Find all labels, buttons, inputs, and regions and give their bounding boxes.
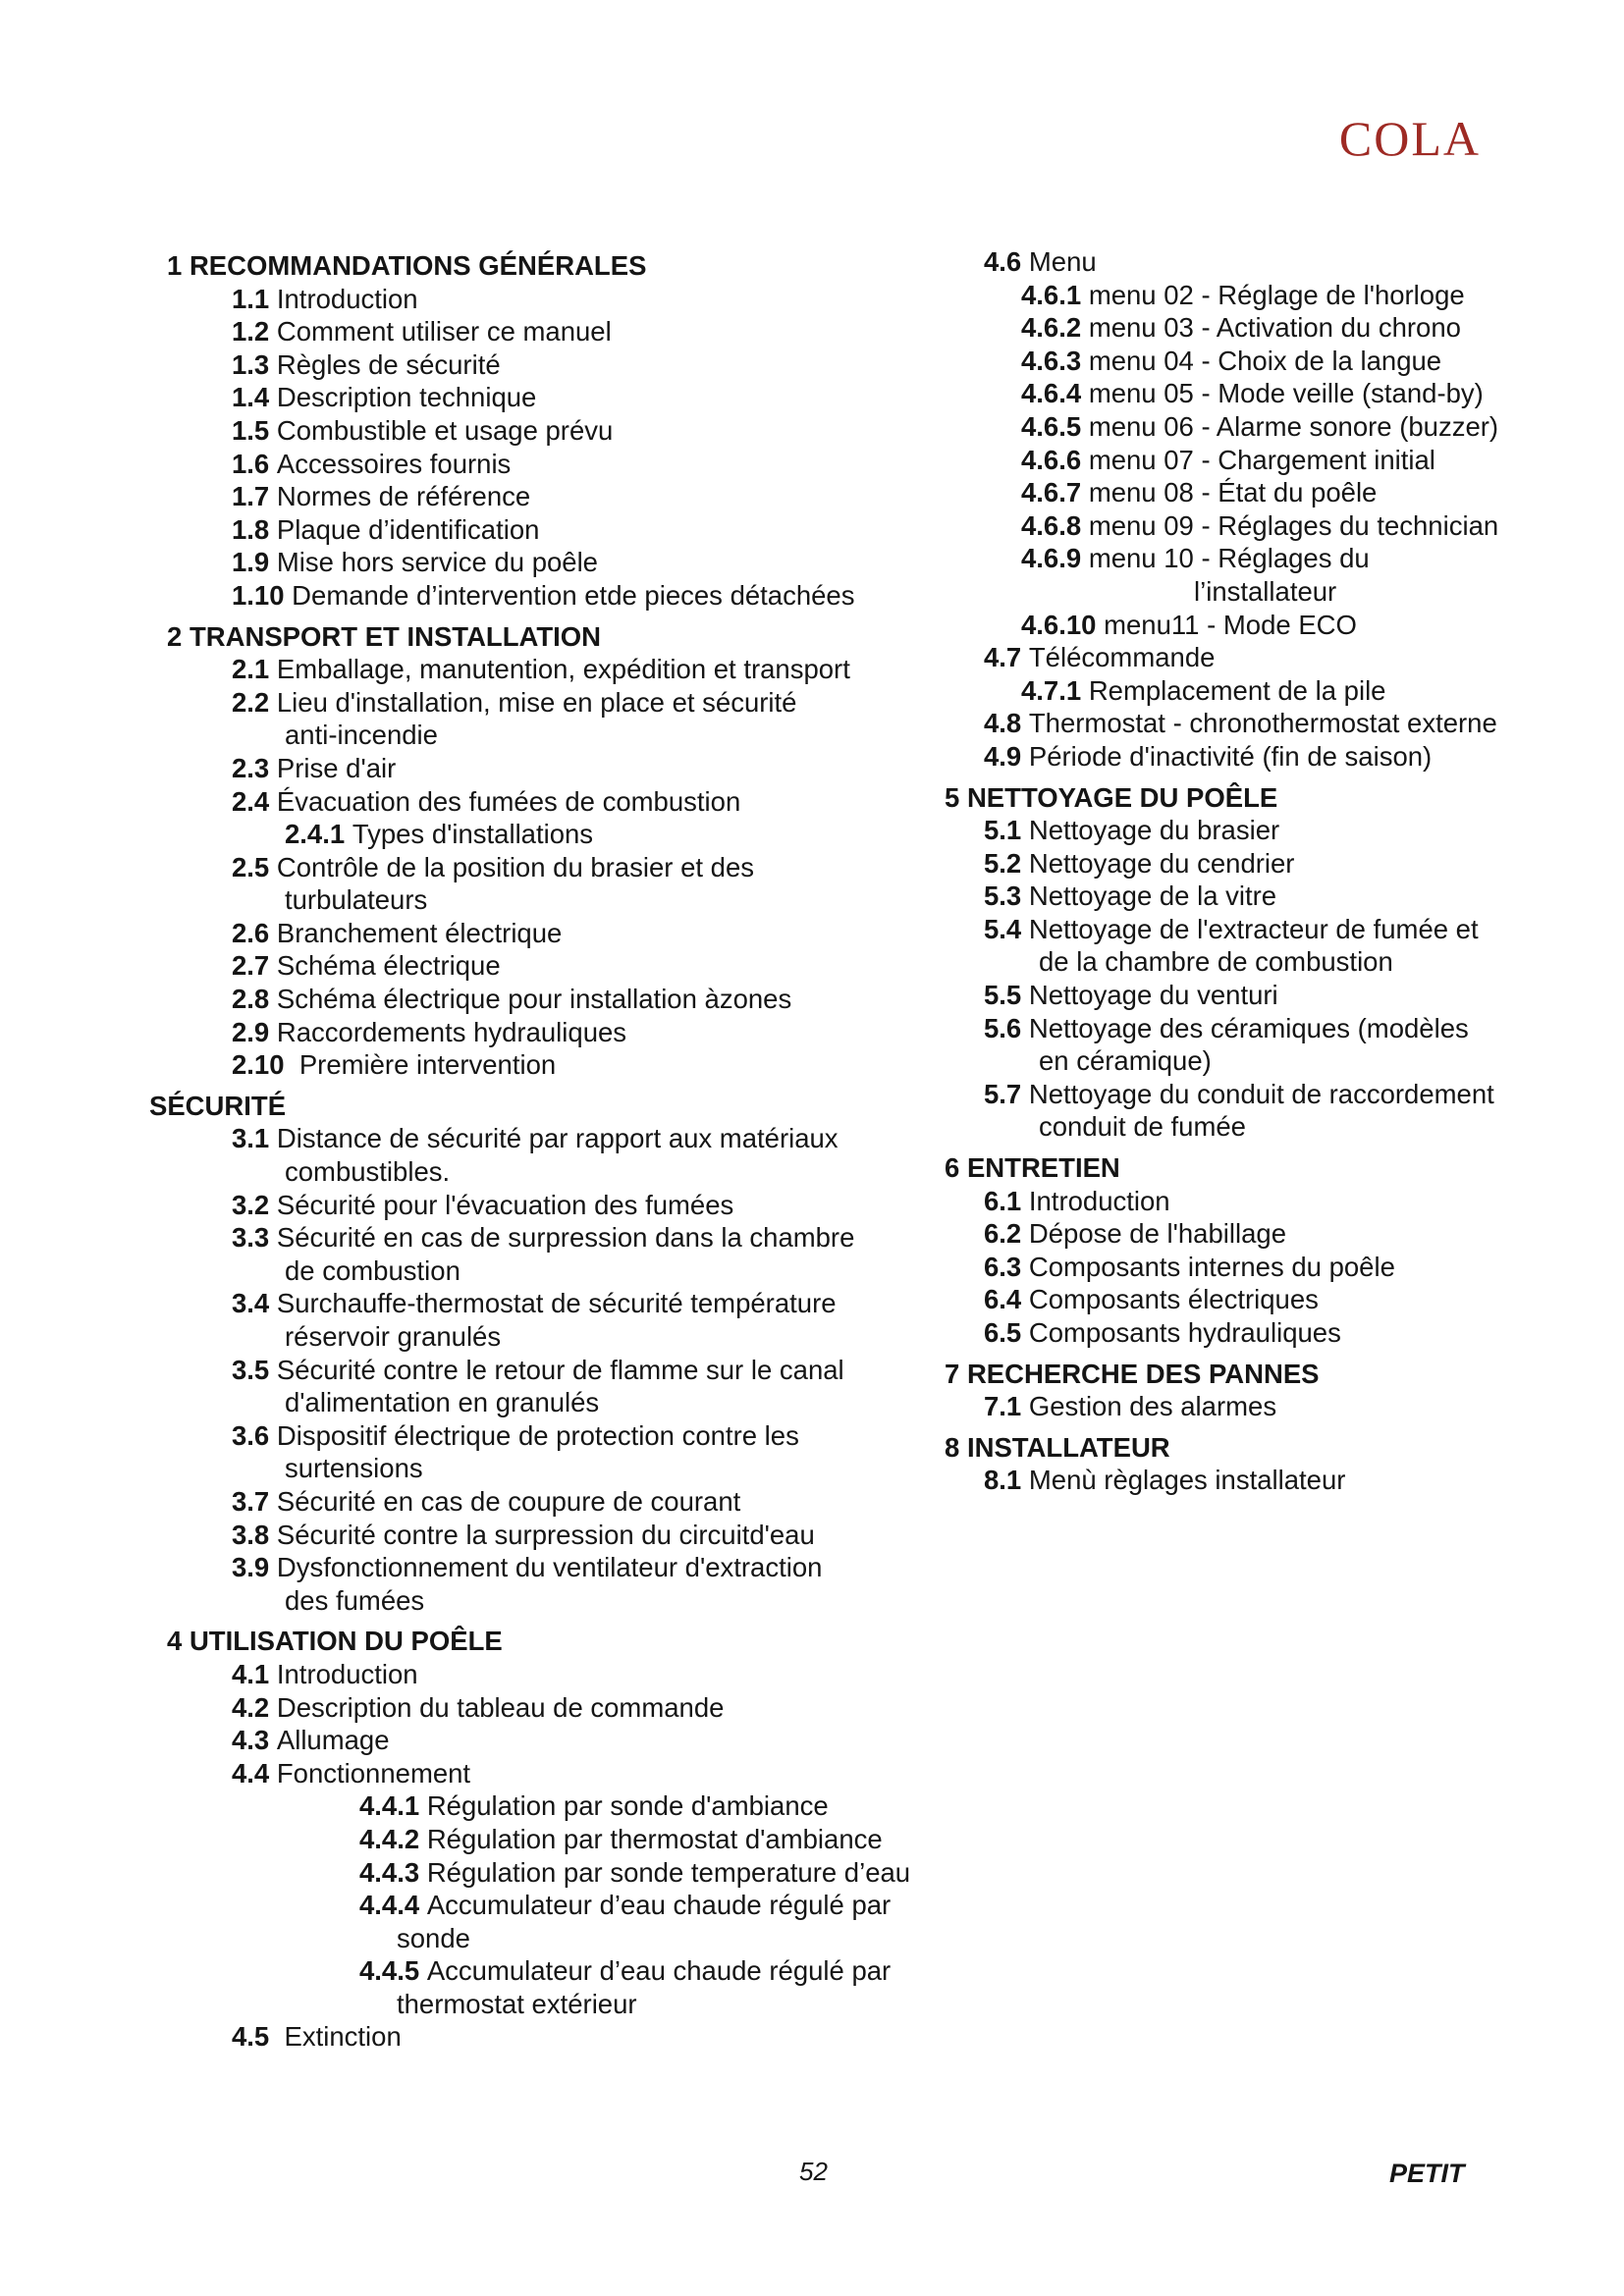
toc-entry-title: Accumulateur d’eau chaude régulé par: [426, 1890, 892, 1921]
toc-entry-title: combustibles.: [285, 1156, 451, 1188]
toc-entry-title: Thermostat - chronothermostat externe: [1028, 708, 1497, 739]
toc-entry: [149, 381, 925, 414]
toc-entry-title: Sécurité en cas de coupure de courant: [276, 1485, 741, 1517]
toc-entry-title: Accessoires fournis: [276, 448, 512, 479]
toc-entry-title: Nettoyage du venturi: [1028, 980, 1278, 1011]
toc-entry-number: 3.5: [232, 1354, 270, 1385]
toc-entry-number: 4.3: [232, 1725, 270, 1756]
toc-entry: [149, 283, 925, 316]
toc-entry-number: 3.8: [232, 1519, 270, 1550]
toc-entry-title: RECOMMANDATIONS GÉNÉRALES: [189, 250, 647, 281]
toc-entry-title: Dysfonctionnement du ventilateur d'extraction: [276, 1552, 823, 1583]
toc-entry: [945, 1012, 1553, 1045]
toc-entry-title: anti-incendie: [285, 720, 438, 751]
toc-entry-title: menu11 - Mode ECO: [1104, 609, 1357, 640]
toc-entry: [149, 1485, 925, 1519]
toc-entry: [149, 1255, 925, 1288]
toc-entry-title: TRANSPORT ET INSTALLATION: [189, 620, 602, 652]
toc-entry: [149, 1724, 925, 1757]
toc-entry: [149, 480, 925, 513]
toc-entry-title: Dispositif électrique de protection contre les: [276, 1419, 799, 1451]
toc-entry-title: sonde: [397, 1922, 470, 1953]
toc-entry-number: 5.3: [984, 881, 1022, 912]
toc-entry: [149, 1354, 925, 1387]
toc-entry: [945, 311, 1553, 345]
toc-entry-title: thermostat extérieur: [397, 1988, 637, 2019]
toc-entry-title: Dépose de l'habillage: [1028, 1218, 1286, 1250]
toc-entry-number: 5.4: [984, 913, 1022, 944]
toc-entry: [149, 1757, 925, 1790]
toc-entry-title: Menù règlages installateur: [1028, 1465, 1346, 1496]
toc-entry: [149, 653, 925, 686]
toc-entry-number: 4.6.7: [1021, 477, 1082, 508]
toc-entry: [945, 1217, 1553, 1251]
toc-entry-number: 4.4.5: [359, 1955, 420, 1987]
toc-entry-title: de combustion: [285, 1255, 460, 1286]
toc-entry-title: Télécommande: [1028, 642, 1216, 673]
toc-entry-number: 4.4.1: [359, 1790, 420, 1822]
toc-entry-title: INSTALLATEUR: [966, 1431, 1170, 1463]
toc-entry: [149, 1519, 925, 1552]
toc-entry-title: menu 05 - Mode veille (stand-by): [1088, 378, 1484, 409]
toc-entry: [945, 641, 1553, 674]
toc-entry: [945, 674, 1553, 708]
toc-entry-title: Régulation par sonde d'ambiance: [426, 1790, 829, 1822]
toc-entry-number: 7: [945, 1358, 960, 1389]
toc-entry-number: 4.6.4: [1021, 378, 1082, 409]
toc-entry: [149, 1856, 925, 1890]
toc-entry-number: 4.8: [984, 708, 1022, 739]
toc-entry-number: 4.5: [232, 2021, 270, 2053]
toc-entry-number: 4.6.5: [1021, 410, 1082, 442]
toc-entry: [945, 880, 1553, 913]
toc-entry: [149, 1048, 925, 1082]
toc-entry-title: Sécurité contre le retour de flamme sur le canal: [276, 1354, 844, 1385]
toc-entry-number: 2.10: [232, 1049, 285, 1081]
toc-entry-title: Nettoyage du cendrier: [1028, 847, 1295, 879]
toc-entry-title: turbulateurs: [285, 884, 428, 916]
toc-entry: [945, 913, 1553, 946]
toc-section-heading: [149, 1625, 925, 1658]
toc-entry-number: 4.4.4: [359, 1890, 420, 1921]
toc-section-heading: [945, 781, 1553, 815]
toc-entry: [149, 785, 925, 819]
toc-entry-title: Remplacement de la pile: [1088, 674, 1386, 706]
toc-entry-number: 5.6: [984, 1012, 1022, 1043]
toc-entry: [149, 1954, 925, 1988]
toc-entry-number: 6: [945, 1152, 960, 1184]
toc-entry-number: 4.6: [984, 246, 1022, 277]
toc-entry-number: 4.9: [984, 740, 1022, 772]
toc-section-heading: [149, 1090, 925, 1123]
toc-entry: [945, 476, 1553, 509]
toc-entry-number: 6.2: [984, 1218, 1022, 1250]
toc-entry-title: menu 07 - Chargement initial: [1088, 444, 1435, 475]
toc-entry: [149, 1658, 925, 1691]
toc-entry-title: Évacuation des fumées de combustion: [276, 785, 741, 817]
toc-entry: [149, 1419, 925, 1453]
toc-entry-title: Régulation par thermostat d'ambiance: [426, 1823, 883, 1854]
toc-entry: [149, 917, 925, 950]
toc-entry-title: Allumage: [276, 1725, 390, 1756]
toc-entry-number: 5.5: [984, 980, 1022, 1011]
toc-entry-title: Combustible et usage prévu: [276, 414, 614, 446]
toc-entry: [945, 945, 1553, 979]
toc-entry-title: Contrôle de la position du brasier et des: [276, 851, 754, 882]
toc-entry: [945, 847, 1553, 881]
toc-entry-number: 4.2: [232, 1691, 270, 1723]
toc-entry-title: Lieu d'installation, mise en place et sécurité: [276, 686, 797, 718]
toc-entry-number: 4.4.3: [359, 1856, 420, 1888]
toc-entry-title: Régulation par sonde temperature d’eau: [426, 1856, 911, 1888]
toc-entry-title: Nettoyage du conduit de raccordement: [1028, 1078, 1494, 1109]
toc-entry-number: 4.6.2: [1021, 312, 1082, 344]
toc-entry: [945, 444, 1553, 477]
toc-entry: [149, 513, 925, 547]
toc-entry-title: menu 09 - Réglages du technician: [1088, 509, 1499, 541]
toc-entry: [149, 883, 925, 917]
toc-entry-title: menu 08 - État du poêle: [1088, 477, 1378, 508]
toc-entry: [149, 579, 925, 613]
toc-entry-number: 2.8: [232, 984, 270, 1015]
toc-entry: [945, 377, 1553, 410]
toc-entry: [149, 315, 925, 348]
toc-entry: [149, 1691, 925, 1725]
toc-entry-title: SÉCURITÉ: [149, 1090, 287, 1121]
toc-entry-number: 1.10: [232, 579, 285, 611]
toc-entry-number: 6.5: [984, 1317, 1022, 1348]
toc-entry-title: Schéma électrique: [276, 950, 501, 982]
toc-entry-title: RECHERCHE DES PANNES: [966, 1358, 1320, 1389]
toc-entry-title: Distance de sécurité par rapport aux matériaux: [276, 1123, 839, 1154]
toc-entry-number: 2.1: [232, 654, 270, 685]
toc-entry-title: Extinction: [284, 2021, 402, 2053]
toc-entry-number: 1.6: [232, 448, 270, 479]
toc-entry: [149, 2020, 925, 2054]
toc-entry-number: 4.4.2: [359, 1823, 420, 1854]
toc-entry-number: 2: [167, 620, 183, 652]
toc-entry-number: 5.1: [984, 815, 1022, 846]
toc-entry: [945, 707, 1553, 740]
toc-entry-title: Schéma électrique pour installation àzones: [276, 984, 792, 1015]
toc-column-left: [149, 245, 925, 2054]
toc-entry-number: 1.9: [232, 547, 270, 578]
toc-entry: [149, 1221, 925, 1255]
toc-entry: [149, 1386, 925, 1419]
toc-entry-number: 6.1: [984, 1185, 1022, 1216]
toc-entry: [149, 546, 925, 579]
toc-entry-title: Gestion des alarmes: [1028, 1391, 1277, 1422]
toc-entry-number: 4.6.6: [1021, 444, 1082, 475]
toc-entry-title: conduit de fumée: [1039, 1111, 1246, 1143]
toc-entry-title: Sécurité contre la surpression du circuitd'eau: [276, 1519, 815, 1550]
toc-entry-title: menu 10 - Réglages du: [1088, 543, 1370, 574]
toc-entry: [149, 1287, 925, 1320]
toc-entry: [149, 1320, 925, 1354]
toc-entry-title: menu 04 - Choix de la langue: [1088, 345, 1442, 376]
toc-column-right: [945, 245, 1553, 1497]
toc-entry-title: en céramique): [1039, 1045, 1212, 1077]
toc-section-heading: [149, 249, 925, 283]
toc-entry-title: Accumulateur d’eau chaude régulé par: [426, 1955, 892, 1987]
toc-entry-title: de la chambre de combustion: [1039, 946, 1393, 978]
toc-entry-title: Introduction: [276, 1658, 418, 1689]
toc-entry-title: Prise d'air: [276, 752, 397, 783]
toc-entry-number: 1.1: [232, 283, 270, 314]
toc-entry-number: 2.6: [232, 917, 270, 948]
toc-entry: [149, 949, 925, 983]
toc-entry: [149, 719, 925, 752]
toc-entry-number: 3.1: [232, 1123, 270, 1154]
toc-section-heading: [945, 1151, 1553, 1185]
toc-entry-number: 1.4: [232, 382, 270, 413]
toc-entry: [945, 814, 1553, 847]
toc-entry: [149, 686, 925, 720]
toc-entry-number: 4.6.8: [1021, 509, 1082, 541]
toc-entry-title: menu 03 - Activation du chrono: [1088, 312, 1461, 344]
toc-entry-title: Surchauffe-thermostat de sécurité température: [276, 1288, 837, 1319]
toc-entry-number: 5: [945, 781, 960, 813]
toc-entry-title: Types d'installations: [352, 819, 594, 850]
toc-entry: [945, 979, 1553, 1012]
toc-entry-number: 2.5: [232, 851, 270, 882]
toc-entry: [149, 1122, 925, 1155]
toc-entry: [149, 414, 925, 448]
toc-entry-title: Nettoyage de la vitre: [1028, 881, 1277, 912]
toc-section-heading: [945, 1431, 1553, 1465]
toc-entry-title: Menu: [1028, 246, 1097, 277]
page-number: 52: [799, 2157, 828, 2186]
toc-entry-title: Première intervention: [298, 1049, 557, 1081]
toc-entry-number: 2.3: [232, 752, 270, 783]
toc-entry: [945, 1390, 1553, 1423]
toc-entry: [945, 410, 1553, 444]
toc-entry-number: 8.1: [984, 1465, 1022, 1496]
toc-entry: [149, 752, 925, 785]
toc-entry: [945, 279, 1553, 312]
toc-entry-number: 2.9: [232, 1016, 270, 1047]
toc-entry-title: Description technique: [276, 382, 537, 413]
toc-entry: [945, 1283, 1553, 1316]
toc-entry-number: 7.1: [984, 1391, 1022, 1422]
toc-entry: [149, 818, 925, 851]
toc-entry-number: 2.7: [232, 950, 270, 982]
toc-entry-number: 1: [167, 250, 183, 281]
toc-entry-title: Composants électriques: [1028, 1284, 1319, 1315]
toc-entry-number: 4: [167, 1626, 183, 1657]
toc-entry-number: 4.7.1: [1021, 674, 1082, 706]
toc-entry-number: 1.7: [232, 481, 270, 512]
toc-entry: [149, 1155, 925, 1189]
toc-entry-number: 3.3: [232, 1222, 270, 1254]
toc-entry-title: Introduction: [276, 283, 418, 314]
toc-entry: [945, 1251, 1553, 1284]
toc-entry-number: 1.8: [232, 513, 270, 545]
toc-entry-title: Composants internes du poêle: [1028, 1251, 1395, 1282]
toc-entry: [945, 1110, 1553, 1144]
toc-entry: [149, 1551, 925, 1584]
toc-entry-title: l’installateur: [1194, 575, 1337, 607]
toc-entry-title: UTILISATION DU POÊLE: [189, 1626, 503, 1657]
toc-entry: [945, 740, 1553, 774]
toc-entry-title: Plaque d’identification: [276, 513, 540, 545]
toc-entry-title: Comment utiliser ce manuel: [276, 316, 612, 347]
toc-entry: [945, 509, 1553, 543]
toc-entry: [945, 1044, 1553, 1078]
toc-entry-number: 3.6: [232, 1419, 270, 1451]
toc-entry: [149, 1584, 925, 1618]
toc-entry: [149, 1922, 925, 1955]
toc-entry-number: 4.6.3: [1021, 345, 1082, 376]
toc-entry-title: Règles de sécurité: [276, 348, 501, 380]
toc-entry-title: Description du tableau de commande: [276, 1691, 725, 1723]
toc-entry-title: Nettoyage du brasier: [1028, 815, 1280, 846]
toc-section-heading: [945, 1358, 1553, 1391]
toc-entry-title: d'alimentation en granulés: [285, 1387, 600, 1418]
toc-entry: [149, 1823, 925, 1856]
toc-entry-title: NETTOYAGE DU POÊLE: [966, 781, 1278, 813]
toc-entry-title: Normes de référence: [276, 481, 531, 512]
toc-entry: [149, 1016, 925, 1049]
toc-entry-title: Sécurité pour l'évacuation des fumées: [276, 1189, 734, 1220]
toc-entry: [149, 1189, 925, 1222]
toc-entry: [945, 1078, 1553, 1111]
toc-entry-title: Nettoyage des céramiques (modèles: [1028, 1012, 1469, 1043]
toc-entry-number: 3.7: [232, 1485, 270, 1517]
toc-entry-number: 6.3: [984, 1251, 1022, 1282]
toc-entry-number: 4.6.1: [1021, 279, 1082, 310]
toc-entry-title: Demande d’intervention etde pieces détachées: [292, 579, 855, 611]
toc-entry: [149, 851, 925, 884]
toc-entry-title: des fumées: [285, 1584, 425, 1616]
toc-entry-number: 5.7: [984, 1078, 1022, 1109]
toc-entry-number: 2.2: [232, 686, 270, 718]
toc-section-heading: [149, 620, 925, 654]
toc-entry-title: ENTRETIEN: [966, 1152, 1120, 1184]
toc-entry: [945, 345, 1553, 378]
toc-entry-number: 4.7: [984, 642, 1022, 673]
toc-entry-title: surtensions: [285, 1453, 423, 1484]
toc-entry: [945, 1464, 1553, 1497]
toc-entry-number: 4.6.10: [1021, 609, 1097, 640]
toc-entry-title: Sécurité en cas de surpression dans la chambre: [276, 1222, 855, 1254]
toc-entry-title: Fonctionnement: [276, 1757, 471, 1789]
toc-entry-number: 4.6.9: [1021, 543, 1082, 574]
toc-entry-title: Emballage, manutention, expédition et transport: [276, 654, 850, 685]
toc-entry-title: Raccordements hydrauliques: [276, 1016, 627, 1047]
toc-entry-number: 3.4: [232, 1288, 270, 1319]
toc-entry-title: menu 02 - Réglage de l'horloge: [1088, 279, 1465, 310]
toc-entry: [945, 245, 1553, 279]
toc-entry: [149, 1889, 925, 1922]
toc-entry-number: 2.4.1: [285, 819, 346, 850]
footer-model-name: PETIT: [1389, 2159, 1465, 2188]
toc-entry-title: Introduction: [1028, 1185, 1170, 1216]
toc-entry-number: 4.1: [232, 1658, 270, 1689]
toc-entry: [945, 575, 1553, 609]
toc-entry: [149, 1988, 925, 2021]
toc-entry: [945, 1316, 1553, 1350]
toc-entry-number: 1.3: [232, 348, 270, 380]
toc-entry-number: 8: [945, 1431, 960, 1463]
toc-entry-title: Branchement électrique: [276, 917, 563, 948]
toc-entry-title: Composants hydrauliques: [1028, 1317, 1341, 1348]
toc-entry: [149, 1452, 925, 1485]
toc-entry-number: 1.5: [232, 414, 270, 446]
toc-entry: [945, 1185, 1553, 1218]
toc-entry-title: Mise hors service du poêle: [276, 547, 598, 578]
toc-entry-number: 2.4: [232, 785, 270, 817]
toc-entry-number: 4.4: [232, 1757, 270, 1789]
brand-logo: COLA: [1338, 111, 1481, 166]
toc-entry-number: 1.2: [232, 316, 270, 347]
toc-entry-title: menu 06 - Alarme sonore (buzzer): [1088, 410, 1499, 442]
toc-entry-title: réservoir granulés: [285, 1321, 502, 1352]
toc-entry-title: Nettoyage de l'extracteur de fumée et: [1028, 913, 1479, 944]
toc-entry-number: 3.2: [232, 1189, 270, 1220]
toc-entry-number: 3.9: [232, 1552, 270, 1583]
toc-entry-number: 6.4: [984, 1284, 1022, 1315]
toc-entry-number: 5.2: [984, 847, 1022, 879]
toc-entry-title: Période d'inactivité (fin de saison): [1028, 740, 1433, 772]
toc-entry: [149, 1789, 925, 1823]
toc-entry: [945, 542, 1553, 575]
toc-entry: [945, 609, 1553, 642]
toc-entry: [149, 983, 925, 1016]
toc-entry: [149, 448, 925, 481]
toc-entry: [149, 348, 925, 382]
